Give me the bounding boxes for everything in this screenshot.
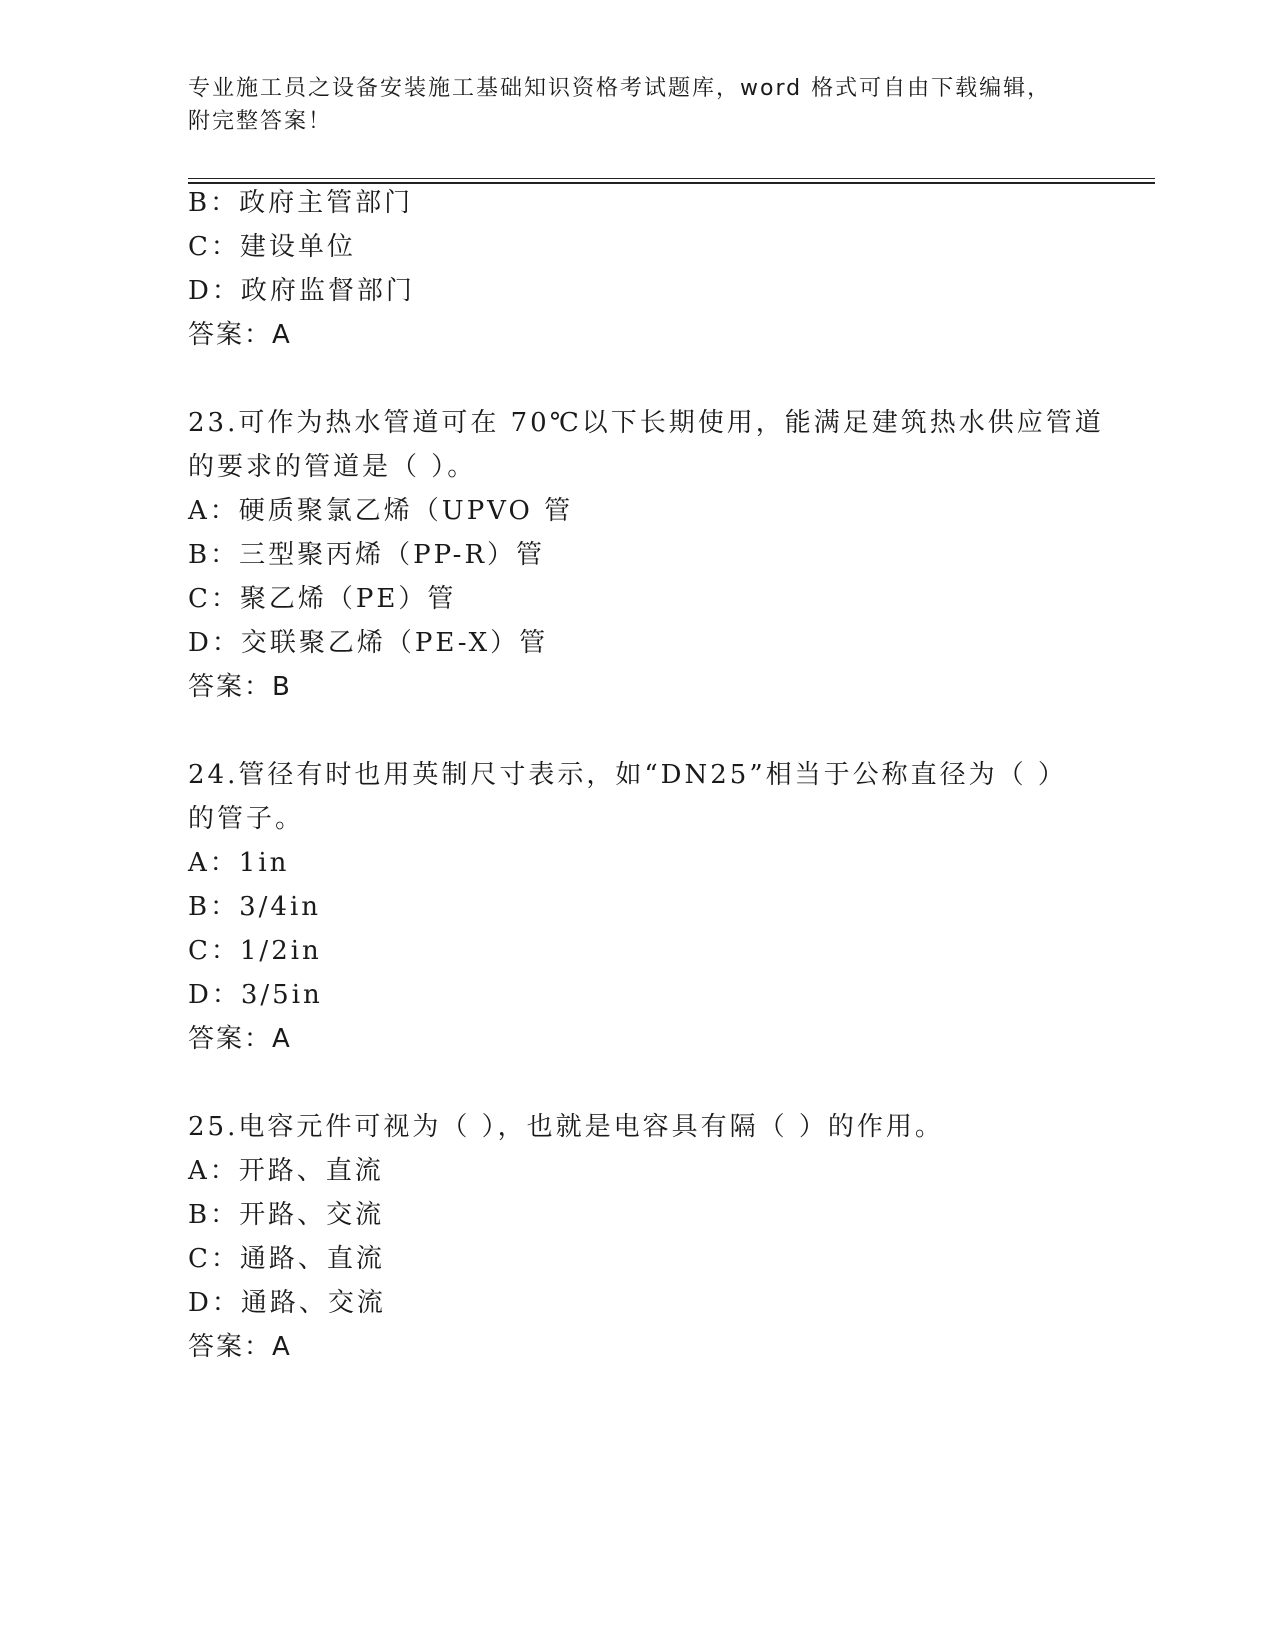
q24-option-b: B：3/4in [188,892,322,922]
q25-option-d: D：通路、交流 [188,1288,386,1318]
q23-option-c: C：聚乙烯（PE）管 [188,584,457,614]
prev-answer: 答案：A [188,320,292,350]
q25-answer: 答案：A [188,1332,292,1362]
header-divider-thin [188,178,1155,179]
q24-stem-line-2: 的管子。 [188,804,305,834]
q24-option-d: D：3/5in [188,980,323,1010]
q23-stem-line-2: 的要求的管道是（ ）。 [188,452,477,482]
header-line-2: 附完整答案！ [188,109,333,134]
q23-option-a: A：硬质聚氯乙烯（UPVO 管 [188,496,574,526]
q25-option-a: A：开路、直流 [188,1156,384,1186]
q24-option-a: A：1in [188,848,290,878]
q23-stem-line-1: 23.可作为热水管道可在 70℃以下长期使用，能满足建筑热水供应管道 [188,408,1104,438]
q25-stem-line-1: 25.电容元件可视为（ ），也就是电容具有隔（ ）的作用。 [188,1112,944,1142]
q25-option-c: C：通路、直流 [188,1244,385,1274]
q23-option-b: B：三型聚丙烯（PP-R）管 [188,540,546,570]
prev-option-b: B：政府主管部门 [188,188,414,218]
header-line-1: 专业施工员之设备安装施工基础知识资格考试题库，word 格式可自由下载编辑， [188,76,1052,101]
header-divider-thick [188,182,1155,184]
q23-option-d: D：交联聚乙烯（PE-X）管 [188,628,549,658]
document-header [188,72,1088,138]
q24-stem-line-1: 24.管径有时也用英制尺寸表示，如“DN25”相当于公称直径为（ ） [188,760,1067,790]
q23-answer: 答案：B [188,672,292,702]
q24-option-c: C：1/2in [188,936,322,966]
q24-answer: 答案：A [188,1024,292,1054]
prev-option-c: C：建设单位 [188,232,356,262]
prev-option-d: D：政府监督部门 [188,276,415,306]
q25-option-b: B：开路、交流 [188,1200,385,1230]
